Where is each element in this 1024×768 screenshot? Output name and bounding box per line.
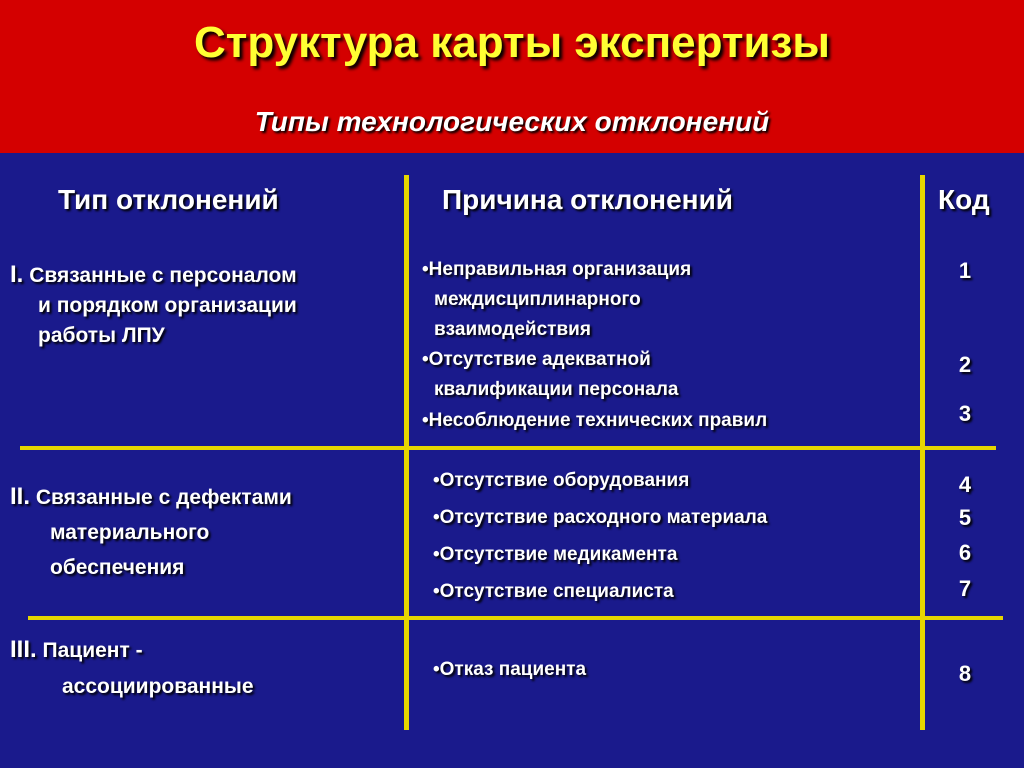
type-line: Связанные с дефектами [35,486,292,509]
deviation-code: 1 [958,258,972,283]
column-divider-right [920,175,925,730]
type-line: обеспечения [50,556,185,579]
slide-title: Структура карты экспертизы [194,18,830,67]
cause-item: •Отсутствие оборудования [433,470,690,491]
roman-numeral: II. [10,483,31,510]
deviation-code: 8 [958,661,972,686]
column-header-cause: Причина отклонений [442,184,733,215]
cause-item [422,345,678,405]
cause-item [422,255,691,345]
type-line: Связанные с персоналом [29,264,297,287]
deviation-code: 5 [958,505,972,530]
cause-item: •Отсутствие медикамента [433,544,678,565]
deviation-code: 7 [958,576,972,601]
deviation-code: 4 [958,472,972,497]
cause-line: •Несоблюдение технических правил [422,410,768,431]
title-banner [0,0,1024,153]
cause-line: •Неправильная организация [422,259,692,280]
cause-item: •Отсутствие расходного материала [433,507,768,528]
cause-item: •Отказ пациента [433,659,587,680]
type-line: и порядком организации [38,294,297,317]
cause-line: взаимодействия [434,319,591,340]
cause-line: •Отсутствие адекватной [422,349,651,370]
slide-subtitle: Типы технологических отклонений [254,106,770,137]
cause-line: междисциплинарного [434,289,641,310]
cause-line: квалификации персонала [434,379,679,400]
column-divider-left [404,175,409,730]
column-header-code: Код [938,184,990,215]
type-line: ассоциированные [62,675,254,698]
deviation-type-2 [10,479,292,585]
type-line: материального [50,521,210,544]
type-line: Пациент - [42,639,143,662]
deviation-type-1 [10,260,297,351]
row-divider-2 [28,616,1003,620]
cause-item: •Отсутствие специалиста [433,581,674,602]
row-divider-1 [20,446,996,450]
type-line: работы ЛПУ [38,324,165,347]
roman-numeral: I. [10,261,24,288]
deviation-code: 3 [958,401,972,426]
roman-numeral: III. [10,636,37,663]
deviation-type-3 [10,632,254,705]
cause-item [422,406,767,436]
column-header-type: Тип отклонений [58,184,279,215]
deviation-code: 6 [958,540,972,565]
deviation-code: 2 [958,352,972,377]
